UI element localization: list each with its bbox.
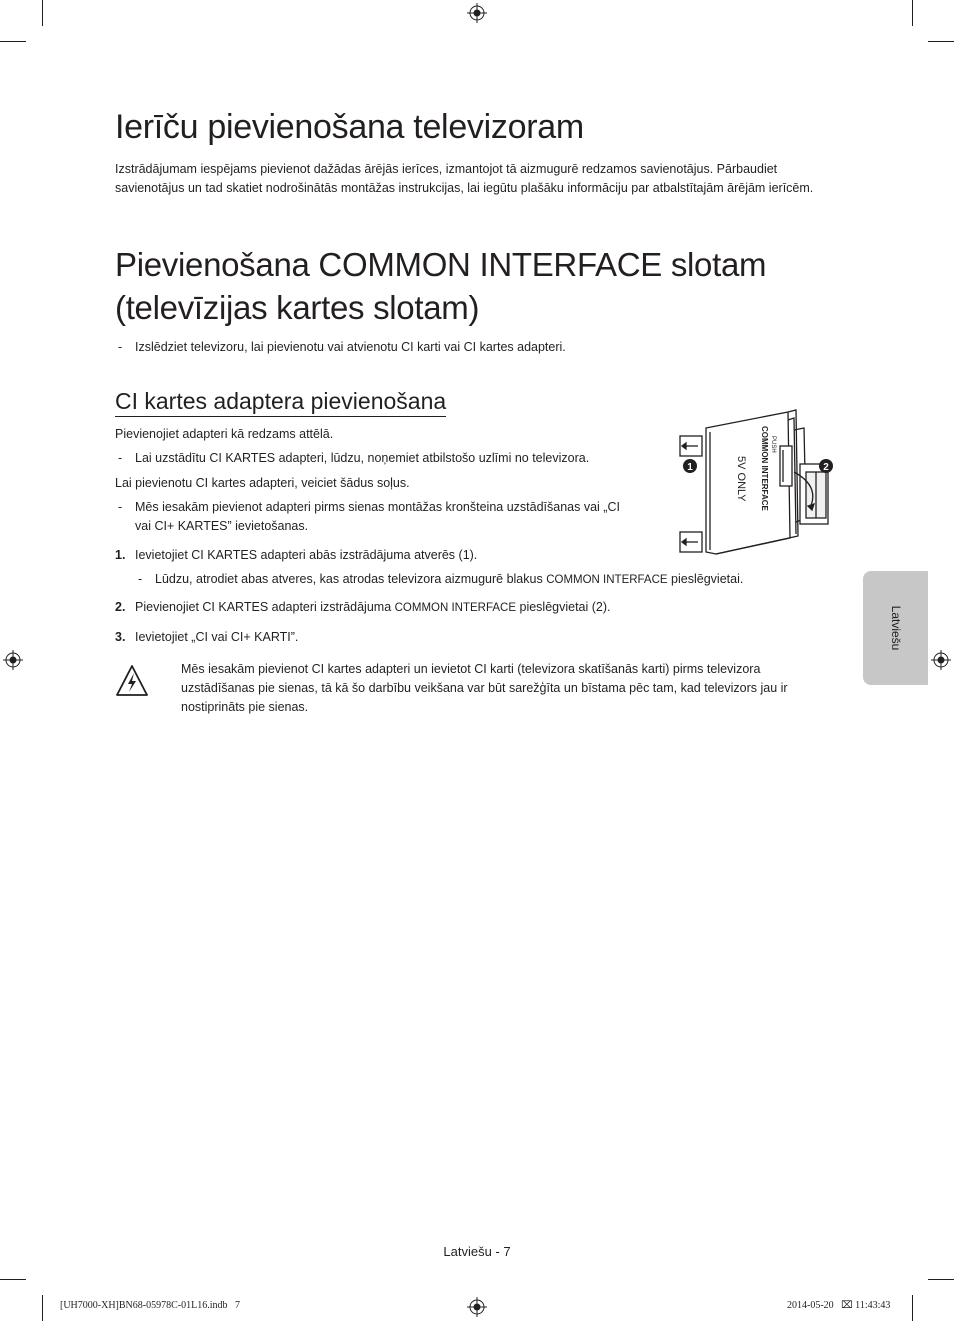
caution-warning-icon: [115, 664, 149, 698]
section-note: Izslēdziet televizoru, lai pievienotu vai atvienotu CI karti vai CI kartes adapteri.: [135, 340, 566, 354]
paragraph: Lai pievienotu CI kartes adapteri, veiciet šādus soļus.: [115, 476, 410, 490]
registration-mark-icon: [931, 650, 951, 670]
badge-1-label: 1: [687, 462, 693, 473]
ci-adapter-figure: [676, 406, 844, 556]
bullet-dash: -: [118, 340, 123, 354]
keyword-common-interface: COMMON INTERFACE: [546, 574, 668, 586]
bullet-dash: -: [118, 451, 123, 465]
step-sub-text-after: pieslēgvietai.: [667, 572, 744, 586]
crop-mark: [912, 1295, 913, 1321]
step-sub-text: [155, 570, 743, 590]
paragraph: Pievienojiet adapteri kā redzams attēlā.: [115, 427, 334, 441]
bullet-text-line1: Mēs iesakām pievienot adapteri pirms sienas montāžas kronšteina uzstādīšanas vai „CI: [135, 500, 620, 514]
intro-paragraph: Izstrādājumam iespējams pievienot dažādas ārējās ierīces, izmantojot tā aizmugurē redzamos savienotājus. Pārbaudiet savienotājus un tad skatiet nodrošinātās montāžas instrukcijas, lai iegūtu plašāku informāciju par atbalstītajām ārējām ierīcēm.: [115, 162, 814, 195]
crop-mark: [0, 41, 26, 42]
badge-2-label: 2: [823, 462, 829, 473]
crop-mark: [0, 1279, 26, 1280]
step-text: Ievietojiet CI KARTES adapteri abās izstrādājuma atverēs (1).: [135, 548, 478, 562]
badge-2-icon: [819, 459, 833, 473]
registration-mark-icon: [3, 650, 23, 670]
step-number: 2.: [115, 600, 126, 614]
step-text: [135, 598, 611, 618]
bullet-dash: -: [138, 572, 143, 586]
bullet-dash: -: [118, 500, 123, 514]
section-title-line2: (televīzijas kartes slotam): [115, 289, 480, 326]
registration-mark-icon: [467, 1297, 487, 1317]
language-side-tab: [863, 571, 928, 685]
bullet-text-line2: vai CI+ KARTES” ievietošanas.: [135, 519, 309, 533]
figure-push-label: PUSH: [770, 436, 776, 453]
step-text-after: pieslēgvietai (2).: [516, 600, 611, 614]
step-number: 3.: [115, 630, 126, 644]
section-title-line1: Pievienošana COMMON INTERFACE slotam: [115, 246, 767, 283]
caution-text: Mēs iesakām pievienot CI kartes adapteri un ievietot CI karti (televizora skatīšanās karti) pirms televizora uzstādīšanas pie sienas, tā kā šo darbību veikšana var būt sarežģīta un bīstama pēc tam, kad televizors jau ir nostiprināts pie sienas.: [181, 662, 788, 714]
print-slug-right: 2014-05-20 ⌧ 11:43:43: [787, 1300, 891, 1311]
left-latch-top: [680, 436, 702, 456]
crop-mark: [928, 1279, 954, 1280]
step-text-before: Pievienojiet CI KARTES adapteri izstrādājuma: [135, 600, 395, 614]
page-title: Ierīču pievienošana televizoram: [115, 108, 584, 146]
section-title: [115, 243, 855, 329]
subsection-title: CI kartes adaptera pievienošana: [115, 387, 446, 417]
crop-mark: [912, 0, 913, 26]
step-sub-text-before: Lūdzu, atrodiet abas atveres, kas atrodas televizora aizmugurē blakus: [155, 572, 547, 586]
crop-mark: [42, 1295, 43, 1321]
left-latch-bottom: [680, 532, 702, 552]
registration-mark-icon: [467, 3, 487, 23]
badge-1-icon: [683, 459, 697, 473]
keyword-common-interface: COMMON INTERFACE: [394, 602, 517, 614]
bullet-text: Lai uzstādītu CI KARTES adapteri, lūdzu, noņemiet atbilstošo uzlīmi no televizora.: [135, 451, 590, 465]
page-footer: Latviešu - 7: [443, 1244, 511, 1259]
step-text: Ievietojiet „CI vai CI+ KARTI”.: [135, 630, 299, 644]
figure-common-interface-label: COMMON INTERFACE: [760, 426, 769, 511]
language-side-tab-label: Latviešu: [888, 605, 903, 651]
figure-5v-label: 5V ONLY: [735, 456, 747, 502]
crop-mark: [42, 0, 43, 26]
crop-mark: [928, 41, 954, 42]
print-slug-left: [UH7000-XH]BN68-05978C-01L16.indb 7: [60, 1300, 240, 1311]
step-number: 1.: [115, 548, 126, 562]
